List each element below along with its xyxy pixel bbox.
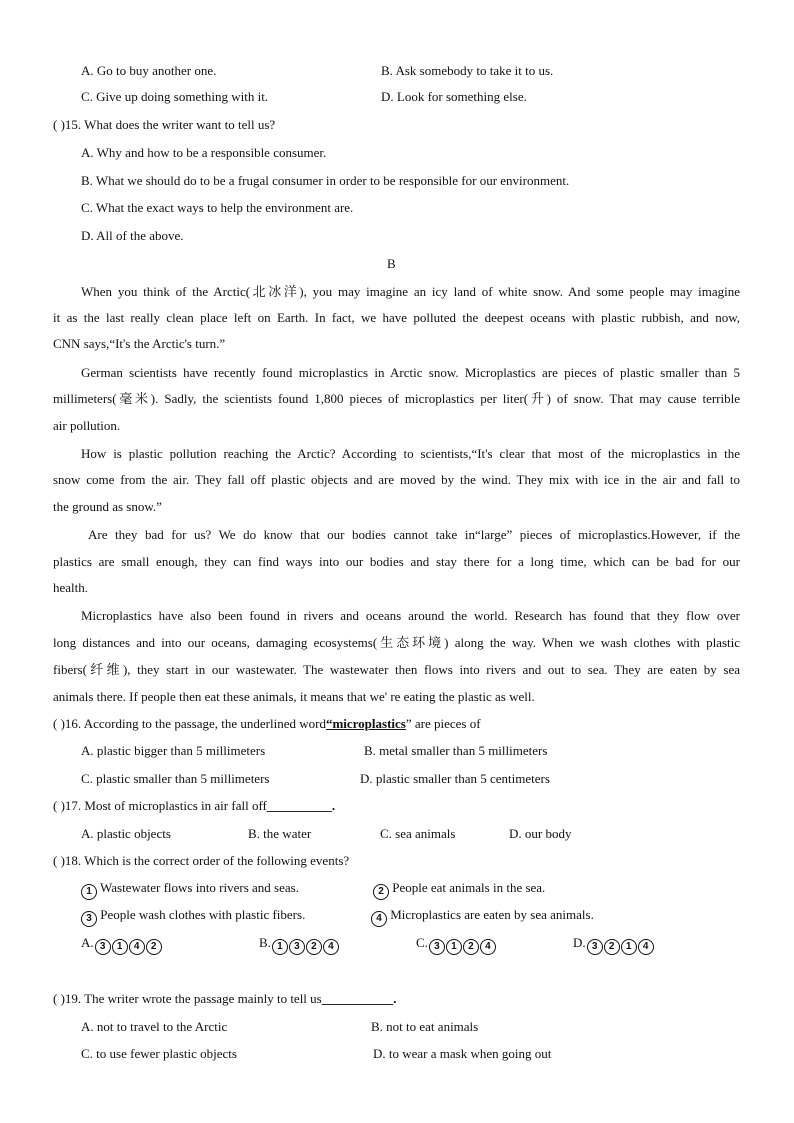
q14-option-b: B. Ask somebody to take it to us. <box>381 63 554 78</box>
passage-p1-line2: it as the last really clean place left on Earth. In fact, we have polluted the deepest oceans with plastic rubbish, and now, <box>53 310 740 325</box>
circled-number: 3 <box>587 939 603 955</box>
circled-number: 4 <box>371 911 387 927</box>
question-stem: 15. What does the writer want to tell us? <box>64 117 276 132</box>
circled-number: 1 <box>446 939 462 955</box>
question-stem: 19. The writer wrote the passage mainly to tell us <box>64 991 322 1006</box>
option-label: A. <box>81 935 94 950</box>
underlined-word: “microplastics <box>325 716 406 731</box>
circled-number: 2 <box>306 939 322 955</box>
event-text: People eat animals in the sea. <box>389 880 546 895</box>
passage-p3-line3: the ground as snow.” <box>53 499 162 514</box>
circled-number: 2 <box>146 939 162 955</box>
answer-paren: ( ) <box>53 798 65 813</box>
q17-option-a: A. plastic objects <box>81 826 171 841</box>
option-label: D. <box>573 935 586 950</box>
circled-number: 3 <box>81 911 97 927</box>
passage-p4-line2: plastics are small enough, they can find ways into our bodies and stay there for a long time, which can be bad for our <box>53 554 740 569</box>
answer-paren: ( ) <box>53 991 65 1006</box>
q18-option-c <box>416 935 496 955</box>
q16-question <box>53 716 481 732</box>
circled-number: 1 <box>621 939 637 955</box>
q18-event-1 <box>81 880 299 900</box>
circled-number: 4 <box>638 939 654 955</box>
q19-option-d: D. to wear a mask when going out <box>373 1046 552 1061</box>
answer-paren: ( ) <box>53 853 65 868</box>
event-text: Wastewater flows into rivers and seas. <box>97 880 299 895</box>
passage-p1-line3: CNN says,“It's the Arctic's turn.” <box>53 336 226 351</box>
q19-option-b: B. not to eat animals <box>371 1019 479 1034</box>
circled-number: 3 <box>289 939 305 955</box>
q18-event-2 <box>373 880 545 900</box>
circled-number: 4 <box>480 939 496 955</box>
passage-p2-line1: German scientists have recently found microplastics in Arctic snow. Microplastics are pieces of plastic smaller than 5 <box>81 365 740 380</box>
passage-p5-line3: fibers(纤维), they start in our wastewater. The wastewater then flows into rivers and out to sea. They are eaten by sea <box>53 662 740 677</box>
q18-event-4 <box>371 907 594 927</box>
question-stem: 18. Which is the correct order of the following events? <box>64 853 350 868</box>
q16-option-c: C. plastic smaller than 5 millimeters <box>81 771 270 786</box>
q14-option-c: C. Give up doing something with it. <box>81 89 269 104</box>
passage-p5-line4: animals there. If people then eat these animals, it means that we' re eating the plastic as well. <box>53 689 535 704</box>
event-text: People wash clothes with plastic fibers. <box>97 907 306 922</box>
answer-blank: ___________. <box>321 991 397 1006</box>
q16-option-d: D. plastic smaller than 5 centimeters <box>360 771 550 786</box>
q17-option-c: C. sea animals <box>380 826 456 841</box>
passage-p4-line1: Are they bad for us? We do know that our bodies cannot take in“large” pieces of microplastics.However, if the <box>88 527 740 542</box>
passage-p5-line1: Microplastics have also been found in rivers and oceans around the world. Research has found that they flow over <box>81 608 740 623</box>
circled-number: 1 <box>272 939 288 955</box>
q17-option-b: B. the water <box>248 826 312 841</box>
question-stem: 16. According to the passage, the underlined word <box>64 716 326 731</box>
question-stem: 17. Most of microplastics in air fall off <box>64 798 267 813</box>
passage-p4-line3: health. <box>53 580 89 595</box>
q15-option-b: B. What we should do to be a frugal consumer in order to be responsible for our environment. <box>81 173 570 188</box>
q19-question <box>53 991 396 1007</box>
q17-question <box>53 798 335 814</box>
q18-option-b <box>259 935 339 955</box>
q17-option-d: D. our body <box>509 826 572 841</box>
circled-number: 1 <box>81 884 97 900</box>
circled-number: 3 <box>429 939 445 955</box>
circled-number: 4 <box>129 939 145 955</box>
q18-event-3 <box>81 907 305 927</box>
answer-blank: __________. <box>266 798 336 813</box>
circled-number: 2 <box>463 939 479 955</box>
q19-option-a: A. not to travel to the Arctic <box>81 1019 228 1034</box>
section-label: B <box>387 256 396 271</box>
option-label: B. <box>259 935 271 950</box>
answer-paren: ( ) <box>53 117 65 132</box>
q16-option-b: B. metal smaller than 5 millimeters <box>364 743 548 758</box>
q15-question <box>53 117 275 133</box>
circled-number: 4 <box>323 939 339 955</box>
q19-option-c: C. to use fewer plastic objects <box>81 1046 237 1061</box>
circled-number: 2 <box>604 939 620 955</box>
option-label: C. <box>416 935 428 950</box>
event-text: Microplastics are eaten by sea animals. <box>387 907 594 922</box>
q14-option-d: D. Look for something else. <box>381 89 527 104</box>
passage-p2-line2: millimeters(毫米). Sadly, the scientists found 1,800 pieces of microplastics per liter(升) of snow. That may cause terrible <box>53 391 740 406</box>
q15-option-c: C. What the exact ways to help the environment are. <box>81 200 354 215</box>
q15-option-d: D. All of the above. <box>81 228 184 243</box>
q14-option-a: A. Go to buy another one. <box>81 63 217 78</box>
question-stem-end: ” are pieces of <box>405 716 481 731</box>
q15-option-a: A. Why and how to be a responsible consumer. <box>81 145 327 160</box>
passage-p2-line3: air pollution. <box>53 418 121 433</box>
passage-p3-line1: How is plastic pollution reaching the Arctic? According to scientists,“It's clear that most of the microplastics in the <box>81 446 740 461</box>
answer-paren: ( ) <box>53 716 65 731</box>
passage-p5-line2: long distances and into our oceans, damaging ecosystems(生态环境) along the way. When we wash clothes with plastic <box>53 635 740 650</box>
circled-number: 2 <box>373 884 389 900</box>
q18-question <box>53 853 349 869</box>
q18-option-d <box>573 935 654 955</box>
passage-p1-line1: When you think of the Arctic(北冰洋), you may imagine an icy land of white snow. And some people may imagine <box>81 284 740 299</box>
passage-p3-line2: snow come from the air. They fall off plastic objects and are moved by the wind. They mix with ice in the air and fall to <box>53 472 740 487</box>
q18-option-a <box>81 935 162 955</box>
q16-option-a: A. plastic bigger than 5 millimeters <box>81 743 266 758</box>
circled-number: 3 <box>95 939 111 955</box>
circled-number: 1 <box>112 939 128 955</box>
